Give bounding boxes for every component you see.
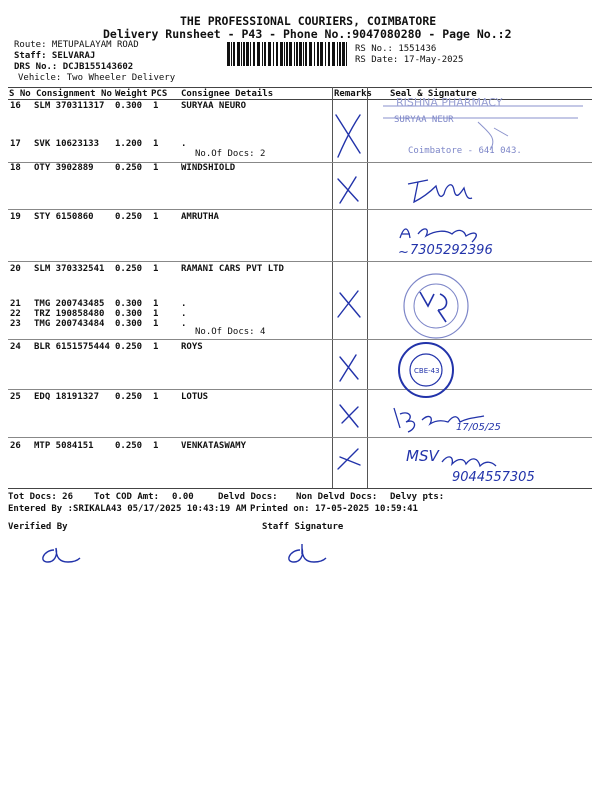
row-pcs: 1 [153,299,159,309]
row-pcs: 1 [153,163,159,173]
stamp-text: SURYAA NEUR [394,115,454,125]
row-sno: 22 [10,309,21,319]
row-consignment: SVK 10623133 [34,139,100,149]
x-mark-icon [338,177,358,203]
row-consignee: LOTUS [181,392,209,402]
roys-seal-icon [388,340,464,400]
runsheet-subtitle: Delivery Runsheet - P43 - Phone No.:9047080280 - Page No.:2 [103,27,512,41]
signature-icon [440,448,500,472]
row-sno: 23 [10,319,21,329]
col-pcs: PCS [151,89,168,99]
row-pcs: 1 [153,309,159,319]
row-consignment: EDQ 18191327 [34,392,100,402]
row-separator [8,339,592,340]
col-consignee: Consignee Details [181,89,274,99]
row-pcs: 1 [153,139,159,149]
row-consignee: . [181,309,187,319]
row-weight: 0.250 [115,212,143,222]
rs-date: RS Date: 17-May-2025 [355,55,464,65]
suryaa-stamp [378,98,588,162]
row-sno: 24 [10,342,21,352]
x-mark-icon [340,355,358,381]
row-consignment: TMG 200743484 [34,319,105,329]
signature-icon [388,398,498,442]
row-separator [8,162,592,163]
row-consignee: RAMANI CARS PVT LTD [181,264,284,274]
total-cod-label: Tot COD Amt: [94,492,160,502]
row-sno: 25 [10,392,21,402]
row-consignee: VENKATASWAMY [181,441,247,451]
row-weight: 0.250 [115,441,143,451]
date-handwritten: 17/05/25 [456,422,501,433]
svg-text:~: ~ [398,245,409,260]
row-sno: 20 [10,264,21,274]
col-sno: S No [9,89,31,99]
row-sno: 26 [10,441,21,451]
docs-count: No.Of Docs: 2 [195,149,266,159]
row-separator [8,209,592,210]
row-pcs: 1 [153,264,159,274]
company-title: THE PROFESSIONAL COURIERS, COIMBATORE [180,14,437,28]
entered-by: Entered By :SRIKALA43 05/17/2025 10:43:19 AM [8,504,247,514]
row-consignment: OTY 3902889 [34,163,94,173]
row-pcs: 1 [153,441,159,451]
staff-label: Staff: SELVARAJ [14,51,96,61]
row-pcs: 1 [153,342,159,352]
row-consignee: SURYAA NEURO [181,101,247,111]
col-seal-signature: Seal & Signature [390,89,477,99]
route-label: Route: METUPALAYAM ROAD [14,40,139,50]
row-consignee: . [181,299,187,309]
row-consignment: TRZ 190858480 [34,309,105,319]
row-weight: 0.250 [115,163,143,173]
vehicle-label: Vehicle: Two Wheeler Delivery [18,73,176,83]
verified-by-label: Verified By [8,522,68,532]
phone-handwritten: 7305292396 [410,243,493,258]
total-docs: Tot Docs: 26 [8,492,74,502]
signature-initials: MSV [406,447,439,465]
row-consignee: . [181,319,187,329]
row-consignment: BLR 6151575444 [34,342,110,352]
table-top-rule [8,87,592,88]
signature-icon [400,170,480,210]
row-weight: 0.300 [115,101,143,111]
col-weight: Weight [115,89,148,99]
staff-signature-label: Staff Signature [262,522,344,532]
col-remarks: Remarks [334,89,372,99]
company-seal-icon [398,270,478,340]
delivered-docs: Delvd Docs: [218,492,278,502]
row-consignee: WINDSHIOLD [181,163,236,173]
svg-text:CBE-43: CBE-43 [414,367,440,375]
row-weight: 0.250 [115,392,143,402]
row-consignee: . [181,139,187,149]
printed-on: Printed on: 17-05-2025 10:59:41 [250,504,418,514]
row-consignment: MTP 5084151 [34,441,94,451]
row-consignment: STY 6150860 [34,212,94,222]
row-consignment: TMG 200743485 [34,299,105,309]
staff-signature-icon [280,540,330,570]
x-mark-icon [340,405,358,427]
row-weight: 0.250 [115,264,143,274]
row-sno: 19 [10,212,21,222]
barcode-icon [227,42,347,66]
phone-handwritten: 9044557305 [452,470,535,485]
row-sno: 21 [10,299,21,309]
row-consignment: SLM 370332541 [34,264,105,274]
rs-number: RS No.: 1551436 [355,44,437,54]
col-consignment: Consignment No [36,89,112,99]
non-delivered-docs: Non Delvd Docs: [296,492,378,502]
delivery-points: Delvy pts: [390,492,445,502]
row-weight: 1.200 [115,139,143,149]
x-mark-icon [338,291,360,317]
row-weight: 0.300 [115,319,143,329]
row-weight: 0.250 [115,342,143,352]
docs-count: No.Of Docs: 4 [195,327,266,337]
row-separator [8,389,592,390]
row-weight: 0.300 [115,309,143,319]
row-consignee: AMRUTHA [181,212,219,222]
row-pcs: 1 [153,101,159,111]
row-pcs: 1 [153,319,159,329]
row-sno: 17 [10,139,21,149]
row-sno: 18 [10,163,21,173]
remarks-marks [330,105,370,465]
svg-text:RISHNA PHARMACY: RISHNA PHARMACY [396,98,503,109]
x-mark-icon [338,449,360,469]
x-mark-icon [336,115,360,157]
stamp-text: Coimbatore - 641 043. [408,146,522,156]
total-cod-amount: 0.00 [172,492,194,502]
drs-label: DRS No.: DCJB155143602 [14,62,134,72]
row-pcs: 1 [153,392,159,402]
row-separator [8,261,592,262]
table-bottom-rule [8,488,592,489]
row-sno: 16 [10,101,21,111]
verified-signature-icon [34,540,84,570]
row-consignee: ROYS [181,342,203,352]
row-pcs: 1 [153,212,159,222]
row-separator [8,437,592,438]
row-consignment: SLM 370311317 [34,101,105,111]
row-weight: 0.300 [115,299,143,309]
